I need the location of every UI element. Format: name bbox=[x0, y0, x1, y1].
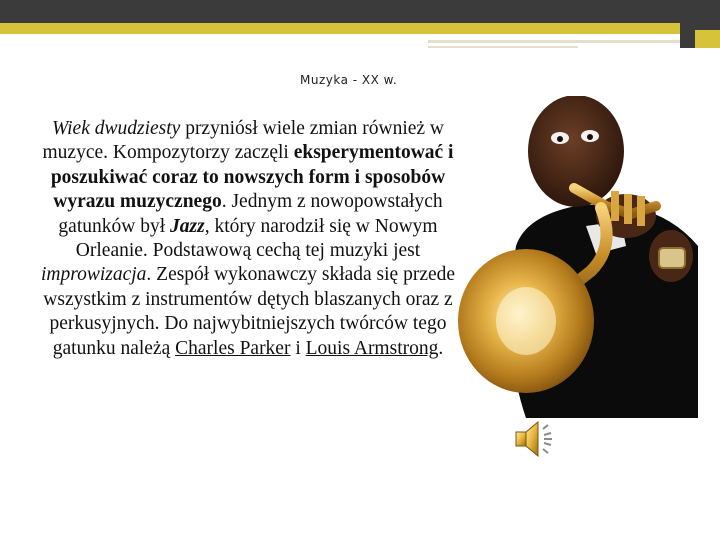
body-text-italic: Wiek dwudziesty bbox=[51, 118, 181, 139]
slide-title: Muzyka - XX w. bbox=[300, 73, 398, 87]
body-text: przyniósł wiele zmian również w muzyce. Kompozytorzy zaczęli bbox=[42, 118, 445, 164]
header-gold-bar bbox=[0, 23, 680, 34]
body-text: , który narodził się w Nowym Orleanie. Podstawową cechą tej muzyki jest bbox=[75, 215, 438, 262]
body-text: i bbox=[290, 337, 306, 359]
decorative-line bbox=[428, 40, 680, 43]
body-text: . Zespół wykonawczy składa się przede wszystkim z instrumentów dętych blaszanych oraz z perkusyjnych. Do najwybitniejszych twórców tego gatunku należą bbox=[43, 264, 456, 359]
body-text-bold: eksperymentować i poszukiwać coraz to nowszych form i sposobów wyrazu muzycznego bbox=[50, 142, 454, 213]
slide-body-text bbox=[36, 117, 460, 361]
header-dark-bar bbox=[0, 0, 720, 23]
header-gold-corner bbox=[695, 30, 720, 48]
body-text: . Jednym z nowopowstałych gatunków był bbox=[58, 191, 443, 237]
trumpet-player-photo bbox=[456, 96, 698, 418]
body-text-italic: improwizacja bbox=[40, 264, 147, 286]
body-text: . bbox=[438, 337, 444, 359]
link-louis-armstrong[interactable]: Louis Armstrong bbox=[305, 337, 439, 359]
link-charles-parker[interactable]: Charles Parker bbox=[175, 337, 291, 359]
speaker-icon[interactable] bbox=[510, 415, 558, 463]
decorative-line-short bbox=[428, 46, 578, 48]
body-text-jazz: Jazz bbox=[170, 215, 205, 237]
